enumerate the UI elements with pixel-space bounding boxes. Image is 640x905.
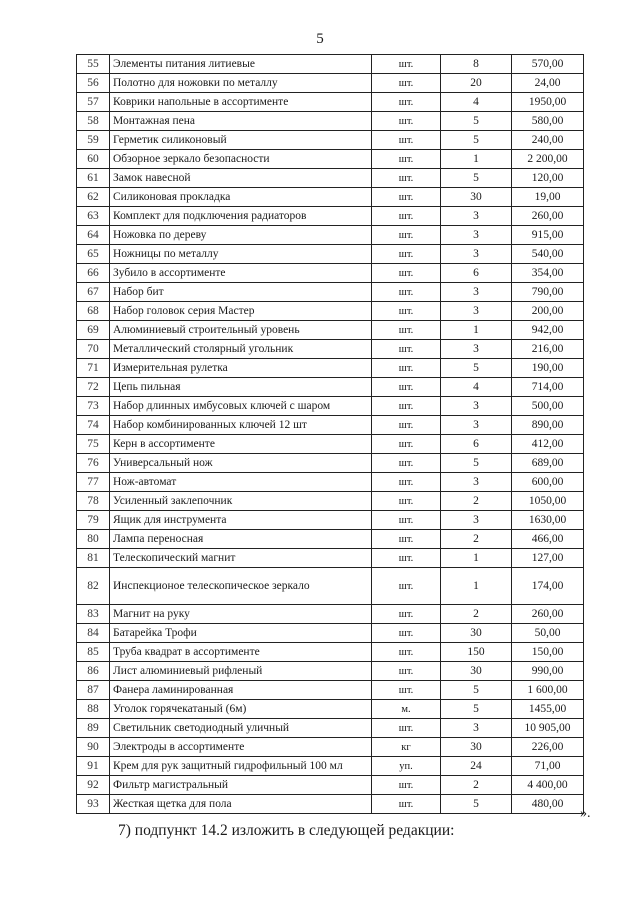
item-quantity: 5 [441, 454, 512, 473]
item-name: Зубило в ассортименте [110, 264, 372, 283]
item-name: Труба квадрат в ассортименте [110, 643, 372, 662]
row-number: 85 [77, 643, 110, 662]
item-quantity: 5 [441, 681, 512, 700]
item-quantity: 5 [441, 112, 512, 131]
table-row [77, 378, 584, 397]
table-row [77, 511, 584, 530]
row-number: 55 [77, 55, 110, 74]
item-name: Крем для рук защитный гидрофильный 100 мл [110, 757, 372, 776]
item-unit: шт. [372, 378, 441, 397]
table-row [77, 719, 584, 738]
item-quantity: 24 [441, 757, 512, 776]
item-name: Замок навесной [110, 169, 372, 188]
item-name: Силиконовая прокладка [110, 188, 372, 207]
item-name: Набор бит [110, 283, 372, 302]
item-price: 1 600,00 [512, 681, 584, 700]
item-unit: шт. [372, 454, 441, 473]
row-number: 71 [77, 359, 110, 378]
item-name: Коврики напольные в ассортименте [110, 93, 372, 112]
item-price: 4 400,00 [512, 776, 584, 795]
table-row [77, 568, 584, 605]
item-unit: шт. [372, 93, 441, 112]
items-table [76, 54, 584, 814]
row-number: 61 [77, 169, 110, 188]
item-unit: уп. [372, 757, 441, 776]
item-quantity: 1 [441, 568, 512, 605]
amendment-paragraph: 7) подпункт 14.2 изложить в следующей редакции: [118, 822, 455, 839]
item-price: 200,00 [512, 302, 584, 321]
table-row [77, 795, 584, 814]
item-price: 50,00 [512, 624, 584, 643]
item-name: Алюминиевый строительный уровень [110, 321, 372, 340]
item-price: 1455,00 [512, 700, 584, 719]
page-number: 5 [316, 31, 324, 47]
item-quantity: 30 [441, 662, 512, 681]
item-name: Цепь пильная [110, 378, 372, 397]
item-price: 915,00 [512, 226, 584, 245]
table-row [77, 207, 584, 226]
item-quantity: 3 [441, 397, 512, 416]
item-unit: шт. [372, 530, 441, 549]
item-name: Металлический столярный угольник [110, 340, 372, 359]
item-unit: шт. [372, 150, 441, 169]
row-number: 69 [77, 321, 110, 340]
table-row [77, 188, 584, 207]
item-quantity: 5 [441, 131, 512, 150]
item-unit: шт. [372, 131, 441, 150]
row-number: 76 [77, 454, 110, 473]
item-unit: кг [372, 738, 441, 757]
item-name: Телескопический магнит [110, 549, 372, 568]
item-quantity: 20 [441, 74, 512, 93]
row-number: 78 [77, 492, 110, 511]
row-number: 91 [77, 757, 110, 776]
item-unit: шт. [372, 511, 441, 530]
item-quantity: 5 [441, 169, 512, 188]
item-price: 540,00 [512, 245, 584, 264]
item-unit: шт. [372, 397, 441, 416]
item-unit: шт. [372, 719, 441, 738]
row-number: 81 [77, 549, 110, 568]
item-unit: шт. [372, 605, 441, 624]
table-row [77, 549, 584, 568]
row-number: 74 [77, 416, 110, 435]
row-number: 70 [77, 340, 110, 359]
item-name: Ножницы по металлу [110, 245, 372, 264]
row-number: 62 [77, 188, 110, 207]
item-price: 890,00 [512, 416, 584, 435]
item-price: 500,00 [512, 397, 584, 416]
table-row [77, 624, 584, 643]
item-price: 714,00 [512, 378, 584, 397]
row-number: 72 [77, 378, 110, 397]
table-row [77, 340, 584, 359]
item-quantity: 1 [441, 150, 512, 169]
item-price: 190,00 [512, 359, 584, 378]
item-name: Обзорное зеркало безопасности [110, 150, 372, 169]
table-row [77, 93, 584, 112]
item-unit: шт. [372, 207, 441, 226]
table-row [77, 530, 584, 549]
item-price: 600,00 [512, 473, 584, 492]
row-number: 80 [77, 530, 110, 549]
item-name: Магнит на руку [110, 605, 372, 624]
item-price: 942,00 [512, 321, 584, 340]
table-row [77, 776, 584, 795]
item-unit: шт. [372, 283, 441, 302]
row-number: 92 [77, 776, 110, 795]
row-number: 82 [77, 568, 110, 605]
item-quantity: 2 [441, 492, 512, 511]
item-name: Батарейка Трофи [110, 624, 372, 643]
table-row [77, 492, 584, 511]
item-name: Инспекционое телескопическое зеркало [110, 568, 372, 605]
item-price: 260,00 [512, 605, 584, 624]
item-quantity: 2 [441, 776, 512, 795]
table-row [77, 245, 584, 264]
item-unit: шт. [372, 74, 441, 93]
item-quantity: 2 [441, 530, 512, 549]
row-number: 56 [77, 74, 110, 93]
table-row [77, 264, 584, 283]
item-unit: шт. [372, 112, 441, 131]
table-row [77, 55, 584, 74]
item-price: 71,00 [512, 757, 584, 776]
row-number: 83 [77, 605, 110, 624]
item-unit: шт. [372, 643, 441, 662]
item-quantity: 150 [441, 643, 512, 662]
table-row [77, 302, 584, 321]
item-price: 216,00 [512, 340, 584, 359]
item-unit: шт. [372, 492, 441, 511]
item-name: Комплект для подключения радиаторов [110, 207, 372, 226]
row-number: 73 [77, 397, 110, 416]
table-row [77, 681, 584, 700]
item-unit: шт. [372, 321, 441, 340]
row-number: 93 [77, 795, 110, 814]
item-unit: шт. [372, 55, 441, 74]
item-name: Керн в ассортименте [110, 435, 372, 454]
item-price: 24,00 [512, 74, 584, 93]
item-name: Монтажная пена [110, 112, 372, 131]
row-number: 88 [77, 700, 110, 719]
item-unit: шт. [372, 169, 441, 188]
item-name: Лампа переносная [110, 530, 372, 549]
row-number: 58 [77, 112, 110, 131]
row-number: 77 [77, 473, 110, 492]
closing-quote: ». [580, 806, 591, 821]
item-quantity: 3 [441, 226, 512, 245]
item-price: 570,00 [512, 55, 584, 74]
item-unit: шт. [372, 264, 441, 283]
item-price: 120,00 [512, 169, 584, 188]
item-price: 790,00 [512, 283, 584, 302]
item-name: Нож-автомат [110, 473, 372, 492]
table-row [77, 416, 584, 435]
item-quantity: 6 [441, 264, 512, 283]
item-unit: шт. [372, 795, 441, 814]
item-quantity: 30 [441, 188, 512, 207]
item-quantity: 3 [441, 511, 512, 530]
row-number: 90 [77, 738, 110, 757]
item-price: 10 905,00 [512, 719, 584, 738]
table-row [77, 112, 584, 131]
item-name: Герметик силиконовый [110, 131, 372, 150]
item-price: 990,00 [512, 662, 584, 681]
item-name: Уголок горячекатаный (6м) [110, 700, 372, 719]
table-row [77, 321, 584, 340]
row-number: 75 [77, 435, 110, 454]
table-row [77, 738, 584, 757]
item-quantity: 30 [441, 624, 512, 643]
row-number: 67 [77, 283, 110, 302]
item-quantity: 3 [441, 719, 512, 738]
item-unit: шт. [372, 302, 441, 321]
item-unit: шт. [372, 226, 441, 245]
item-unit: шт. [372, 340, 441, 359]
item-price: 226,00 [512, 738, 584, 757]
table-row [77, 283, 584, 302]
item-price: 580,00 [512, 112, 584, 131]
item-quantity: 4 [441, 378, 512, 397]
item-quantity: 5 [441, 359, 512, 378]
table-row [77, 700, 584, 719]
item-unit: м. [372, 700, 441, 719]
row-number: 79 [77, 511, 110, 530]
item-unit: шт. [372, 416, 441, 435]
item-quantity: 3 [441, 416, 512, 435]
item-quantity: 3 [441, 245, 512, 264]
table-row [77, 226, 584, 245]
table-row [77, 359, 584, 378]
item-name: Ножовка по дереву [110, 226, 372, 245]
item-unit: шт. [372, 473, 441, 492]
item-price: 354,00 [512, 264, 584, 283]
item-quantity: 2 [441, 605, 512, 624]
item-name: Набор длинных имбусовых ключей с шаром [110, 397, 372, 416]
item-price: 466,00 [512, 530, 584, 549]
row-number: 60 [77, 150, 110, 169]
table-row [77, 643, 584, 662]
table-row [77, 473, 584, 492]
item-quantity: 6 [441, 435, 512, 454]
row-number: 63 [77, 207, 110, 226]
item-price: 240,00 [512, 131, 584, 150]
item-price: 1630,00 [512, 511, 584, 530]
item-quantity: 3 [441, 340, 512, 359]
table-row [77, 397, 584, 416]
item-quantity: 3 [441, 207, 512, 226]
row-number: 59 [77, 131, 110, 150]
item-name: Измерительная рулетка [110, 359, 372, 378]
table-row [77, 131, 584, 150]
table-row [77, 435, 584, 454]
item-quantity: 5 [441, 795, 512, 814]
table-row [77, 454, 584, 473]
row-number: 64 [77, 226, 110, 245]
item-name: Набор комбинированных ключей 12 шт [110, 416, 372, 435]
table-row [77, 757, 584, 776]
item-unit: шт. [372, 681, 441, 700]
table-row [77, 605, 584, 624]
item-name: Универсальный нож [110, 454, 372, 473]
item-quantity: 1 [441, 549, 512, 568]
item-name: Лист алюминиевый рифленый [110, 662, 372, 681]
table-row [77, 662, 584, 681]
table-row [77, 169, 584, 188]
item-unit: шт. [372, 549, 441, 568]
table-row [77, 74, 584, 93]
item-price: 260,00 [512, 207, 584, 226]
item-unit: шт. [372, 188, 441, 207]
item-price: 127,00 [512, 549, 584, 568]
item-price: 19,00 [512, 188, 584, 207]
row-number: 57 [77, 93, 110, 112]
item-quantity: 4 [441, 93, 512, 112]
item-unit: шт. [372, 568, 441, 605]
item-quantity: 5 [441, 700, 512, 719]
item-quantity: 3 [441, 473, 512, 492]
row-number: 84 [77, 624, 110, 643]
item-unit: шт. [372, 245, 441, 264]
row-number: 65 [77, 245, 110, 264]
item-name: Ящик для инструмента [110, 511, 372, 530]
item-name: Фанера ламинированная [110, 681, 372, 700]
row-number: 86 [77, 662, 110, 681]
item-price: 2 200,00 [512, 150, 584, 169]
item-price: 174,00 [512, 568, 584, 605]
item-quantity: 30 [441, 738, 512, 757]
item-price: 412,00 [512, 435, 584, 454]
item-name: Электроды в ассортименте [110, 738, 372, 757]
item-price: 1950,00 [512, 93, 584, 112]
item-unit: шт. [372, 624, 441, 643]
item-name: Усиленный заклепочник [110, 492, 372, 511]
item-quantity: 1 [441, 321, 512, 340]
item-unit: шт. [372, 359, 441, 378]
item-price: 150,00 [512, 643, 584, 662]
item-unit: шт. [372, 662, 441, 681]
item-name: Элементы питания литиевые [110, 55, 372, 74]
item-name: Жесткая щетка для пола [110, 795, 372, 814]
item-quantity: 3 [441, 302, 512, 321]
item-name: Набор головок серия Мастер [110, 302, 372, 321]
item-unit: шт. [372, 776, 441, 795]
item-price: 1050,00 [512, 492, 584, 511]
row-number: 89 [77, 719, 110, 738]
table-row [77, 150, 584, 169]
item-price: 480,00 [512, 795, 584, 814]
row-number: 68 [77, 302, 110, 321]
item-quantity: 8 [441, 55, 512, 74]
item-unit: шт. [372, 435, 441, 454]
item-name: Светильник светодиодный уличный [110, 719, 372, 738]
item-name: Фильтр магистральный [110, 776, 372, 795]
item-price: 689,00 [512, 454, 584, 473]
row-number: 66 [77, 264, 110, 283]
item-name: Полотно для ножовки по металлу [110, 74, 372, 93]
item-quantity: 3 [441, 283, 512, 302]
row-number: 87 [77, 681, 110, 700]
